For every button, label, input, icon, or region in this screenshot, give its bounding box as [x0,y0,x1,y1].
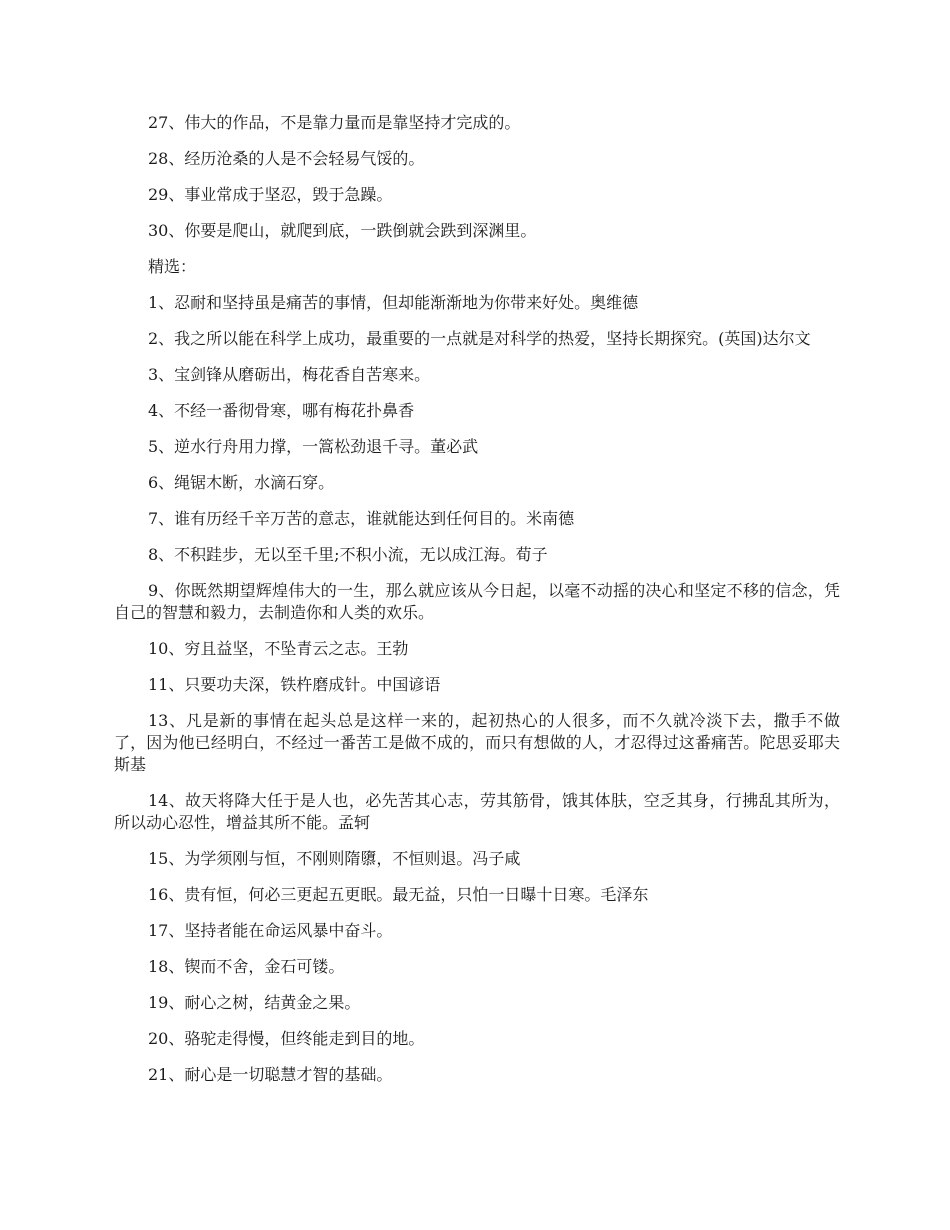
quote-paragraph: 11、只要功夫深，铁杵磨成针。中国谚语 [148,675,441,694]
quote-paragraph: 1、忍耐和坚持虽是痛苦的事情，但却能渐渐地为你带来好处。奥维德 [148,293,639,312]
quote-paragraph: 18、锲而不舍，金石可镂。 [148,957,345,976]
quote-paragraph: 10、穷且益坚，不坠青云之志。王勃 [148,639,409,658]
quote-paragraph: 14、故天将降大任于是人也，必先苦其心志，劳其筋骨，饿其体肤，空乏其身，行拂乱其所为，所以动心忍性，增益其所不能。孟轲 [114,791,840,832]
quote-paragraph: 3、宝剑锋从磨砺出，梅花香自苦寒来。 [148,365,431,384]
quote-paragraph: 30、你要是爬山，就爬到底，一跌倒就会跌到深渊里。 [148,221,537,240]
quote-paragraph: 16、贵有恒，何必三更起五更眠。最无益，只怕一日曝十日寒。毛泽东 [148,885,649,904]
quote-paragraph: 2、我之所以能在科学上成功，最重要的一点就是对科学的热爱，坚持长期探究。(英国)达尔文 [148,329,811,348]
quote-paragraph: 21、耐心是一切聪慧才智的基础。 [148,1065,393,1084]
quote-paragraph: 20、骆驼走得慢，但终能走到目的地。 [148,1029,425,1048]
quote-paragraph: 7、谁有历经千辛万苦的意志，谁就能达到任何目的。米南德 [148,509,575,528]
quote-paragraph: 28、经历沧桑的人是不会轻易气馁的。 [148,149,425,168]
quote-paragraph: 13、凡是新的事情在起头总是这样一来的，起初热心的人很多，而不久就冷淡下去，撒手不做了，因为他已经明白，不经过一番苦工是做不成的，而只有想做的人，才忍得过这番痛苦。陀思妥耶夫斯基 [114,711,840,774]
quote-paragraph: 27、伟大的作品，不是靠力量而是靠坚持才完成的。 [148,113,521,132]
quote-paragraph: 8、不积跬步，无以至千里;不积小流，无以成江海。荀子 [148,545,548,564]
quote-paragraph: 5、逆水行舟用力撑，一篙松劲退千寻。董必武 [148,437,479,456]
document-body [114,112,840,1100]
quote-paragraph: 29、事业常成于坚忍，毁于急躁。 [148,185,393,204]
quote-paragraph: 4、不经一番彻骨寒，哪有梅花扑鼻香 [148,401,415,420]
section-heading: 精选： [148,257,197,276]
quote-paragraph: 17、坚持者能在命运风暴中奋斗。 [148,921,393,940]
quote-paragraph: 15、为学须刚与恒，不刚则隋隳，不恒则退。冯子咸 [148,849,521,868]
quote-paragraph: 6、绳锯木断，水滴石穿。 [148,473,335,492]
quote-paragraph: 9、你既然期望辉煌伟大的一生，那么就应该从今日起，以毫不动摇的决心和坚定不移的信念，凭自己的智慧和毅力，去制造你和人类的欢乐。 [114,581,840,622]
quote-paragraph: 19、耐心之树，结黄金之果。 [148,993,361,1012]
